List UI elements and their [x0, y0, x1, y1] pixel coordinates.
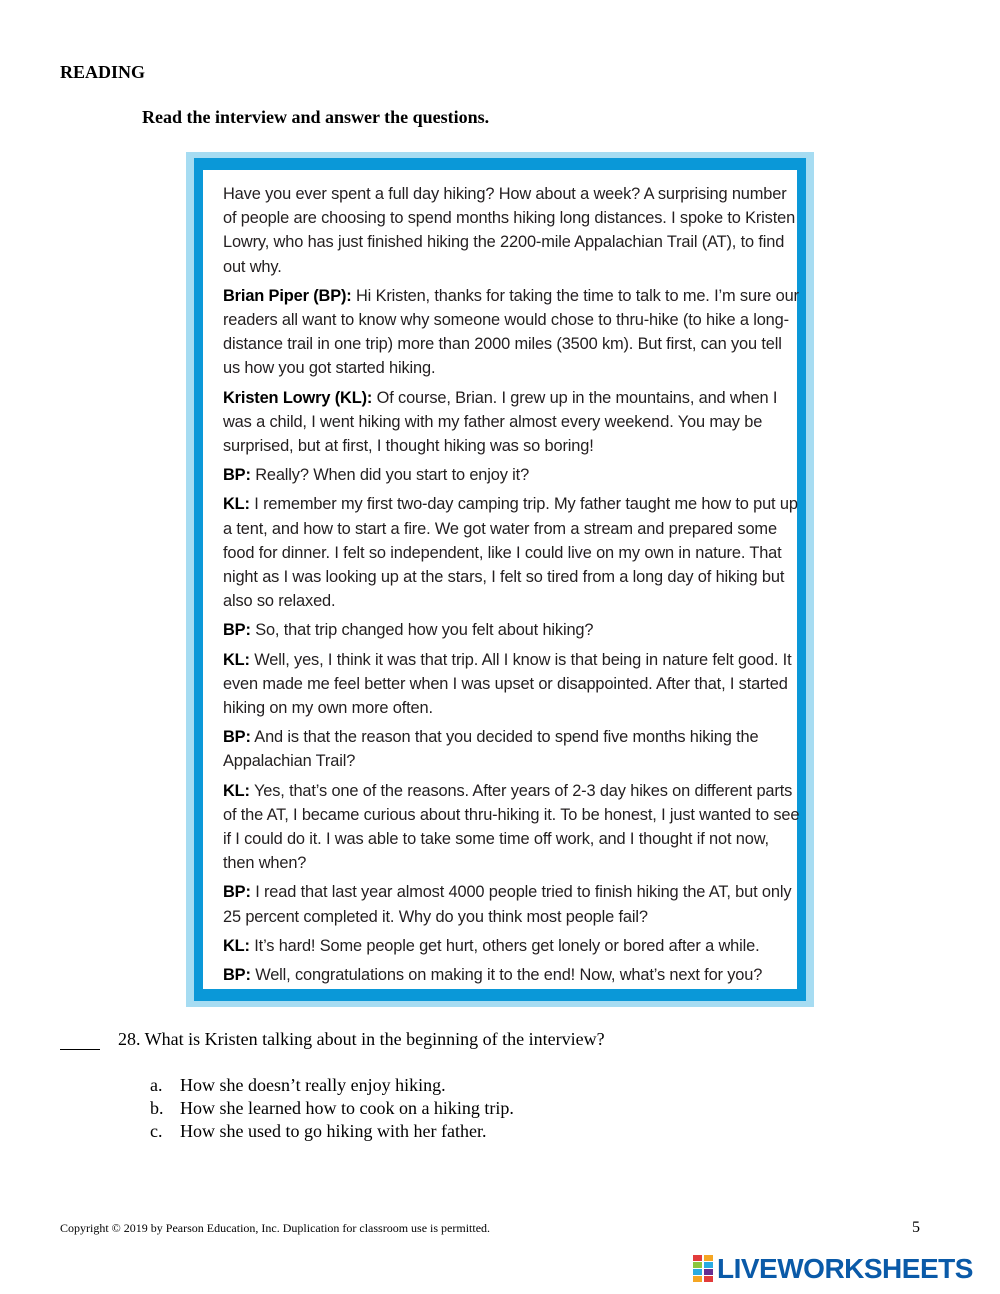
speaker-label: KL:	[223, 781, 250, 800]
option-letter: b.	[150, 1098, 164, 1118]
question-text: 28. What is Kristen talking about in the beginning of the interview?	[118, 1029, 605, 1049]
speaker-label: KL:	[223, 495, 250, 514]
speaker-label: BP:	[223, 966, 251, 985]
speaker-label: BP:	[223, 621, 251, 640]
answer-options	[150, 1074, 514, 1143]
speaker-label: Brian Piper (BP):	[223, 286, 352, 305]
speaker-label: KL:	[223, 650, 250, 669]
speaker-label: KL:	[223, 936, 250, 955]
interview-turn	[223, 648, 803, 721]
answer-option[interactable]	[150, 1097, 514, 1120]
interview-turn	[223, 963, 803, 987]
turn-text: Really? When did you start to enjoy it?	[255, 466, 530, 485]
interview-turn	[223, 386, 803, 459]
interview-turn	[223, 618, 803, 642]
option-letter: c.	[150, 1121, 163, 1141]
interview-intro: Have you ever spent a full day hiking? How about a week? A surprising number of people are choosing to spend months hiking long distances. I spoke to Kristen Lowry, who has just finished hiking the 2200-mile Appalachian Trail (AT), to find out why.	[223, 185, 796, 276]
answer-blank[interactable]	[60, 1049, 100, 1050]
turn-text: Of course, Brian. I grew up in the mountains, and when I was a child, I went hiking with my father almost every weekend. You may be surprised, but at first, I thought hiking was so boring!	[223, 388, 778, 456]
turn-text: Well, yes, I think it was that trip. All I know is that being in nature felt good. It even made me feel better when I was upset or disappointed. After that, I started hiking on my own more often.	[223, 650, 792, 718]
speaker-label: BP:	[223, 466, 251, 485]
interview-text	[223, 182, 803, 992]
turn-text: Well, congratulations on making it to the end! Now, what’s next for you?	[255, 966, 763, 985]
option-text: How she learned how to cook on a hiking trip.	[180, 1098, 514, 1118]
interview-turn	[223, 463, 803, 487]
section-title: READING	[60, 62, 146, 82]
liveworksheets-brand[interactable]	[693, 1254, 973, 1284]
liveworksheets-logo-icon	[693, 1255, 713, 1283]
interview-frame-border	[194, 158, 806, 1001]
turn-text: It’s hard! Some people get hurt, others get lonely or bored after a while.	[254, 936, 760, 955]
interview-turn	[223, 779, 803, 876]
interview-turn	[223, 725, 803, 773]
interview-turn	[223, 284, 803, 381]
interview-turn	[223, 934, 803, 958]
page-number: 5	[912, 1219, 920, 1236]
instructions: Read the interview and answer the questions.	[142, 107, 490, 127]
turn-text: Yes, that’s one of the reasons. After years of 2-3 day hikes on different parts of the AT, I became curious about thru-hiking it. To be honest, I just wanted to see if I could do it. I was able to take some time off work, and I thought if not now, then when?	[223, 781, 800, 873]
interview-frame	[186, 152, 814, 1007]
copyright-notice: Copyright © 2019 by Pearson Education, Inc. Duplication for classroom use is permitted.	[60, 1221, 491, 1235]
liveworksheets-wordmark: LIVEWORKSHEETS	[717, 1253, 973, 1284]
option-text: How she used to go hiking with her father.	[180, 1121, 487, 1141]
speaker-label: Kristen Lowry (KL):	[223, 388, 373, 407]
interview-turn	[223, 880, 803, 928]
turn-text: So, that trip changed how you felt about hiking?	[255, 621, 594, 640]
speaker-label: BP:	[223, 883, 251, 902]
option-letter: a.	[150, 1075, 163, 1095]
option-text: How she doesn’t really enjoy hiking.	[180, 1075, 446, 1095]
answer-option[interactable]	[150, 1074, 514, 1097]
speaker-label: BP:	[223, 728, 251, 747]
interview-turn	[223, 492, 803, 613]
turn-text: And is that the reason that you decided to spend five months hiking the Appalachian Trail?	[223, 728, 759, 771]
interview-box	[203, 170, 800, 989]
answer-option[interactable]	[150, 1120, 514, 1143]
turn-text: I remember my first two-day camping trip. My father taught me how to put up a tent, and how to start a fire. We got water from a stream and prepared some food for dinner. I felt so independent, like I could live on my own in nature. That night as I was looking up at the stars, I felt so tired from a long day of hiking but also so relaxed.	[223, 495, 798, 611]
turn-text: I read that last year almost 4000 people tried to finish hiking the AT, but only 25 percent completed it. Why do you think most people fail?	[223, 883, 792, 926]
turn-text: Hi Kristen, thanks for taking the time to talk to me. I’m sure our readers all want to know why someone would chose to thru-hike (to hike a long-distance trail in one trip) more than 2000 miles (3500 km). But first, can you tell us how you got started hiking.	[223, 286, 799, 378]
